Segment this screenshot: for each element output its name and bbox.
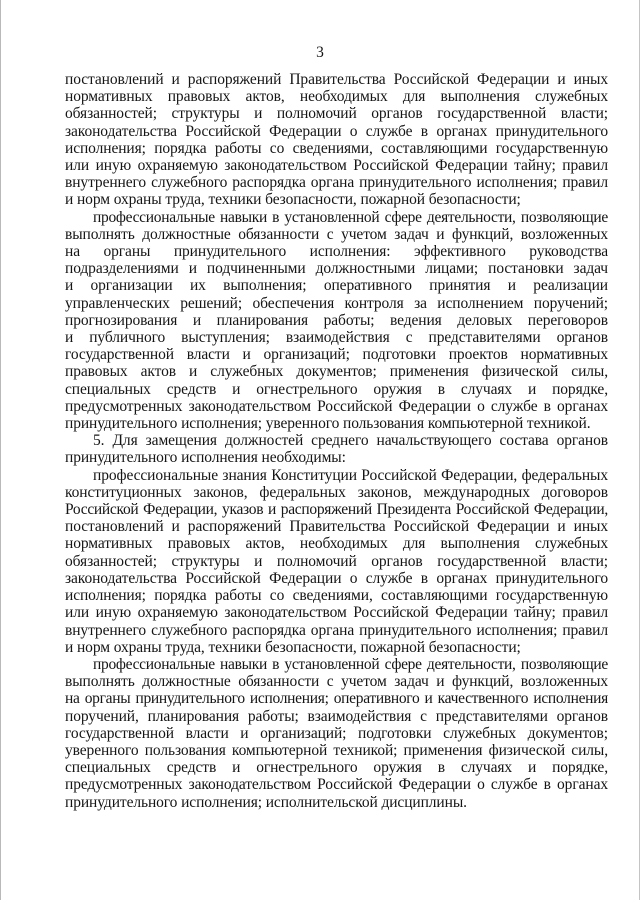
text-line: уверенного пользования компьютерной техникой; применения физической силы, (65, 741, 608, 759)
text-line: законодательства Российской Федерации о службе в органах принудительного (65, 122, 608, 140)
paragraph (65, 209, 608, 433)
text-line: и норм охраны труда, техники безопасности, пожарной безопасности; (65, 638, 521, 656)
paragraph (65, 656, 608, 811)
text-line: 5. Для замещения должностей среднего начальствующего состава органов (93, 432, 608, 450)
text-line: принудительного исполнения; уверенного пользования компьютерной техникой. (65, 415, 591, 433)
text-line: исполнения; порядка работы со сведениями, составляющими государственную (65, 139, 608, 157)
text-line: выполнять должностные обязанности с учетом задач и функций, возложенных (65, 225, 608, 243)
text-line: и публичного выступления; взаимодействия с представителями органов (65, 329, 608, 347)
text-line: обязанностей; структуры и полномочий органов государственной власти; (65, 105, 608, 123)
text-line: специальных средств и огнестрельного оружия в случаях и порядке, (65, 759, 608, 777)
text-line: государственной власти и организаций; подготовки служебных документов; (65, 724, 608, 742)
page-number: 3 (316, 44, 324, 61)
text-line: внутреннего служебного распорядка органа принудительного исполнения; правил (65, 174, 608, 192)
text-line: и организации их выполнения; оперативного принятия и реализации (65, 277, 608, 295)
text-line: государственной власти и организаций; подготовки проектов нормативных (65, 346, 608, 364)
text-line: выполнять должностные обязанности с учетом задач и функций, возложенных (65, 673, 608, 691)
text-line: законодательства Российской Федерации о службе в органах принудительного (65, 569, 608, 587)
text-line: постановлений и распоряжений Правительства Российской Федерации и иных (65, 518, 608, 536)
text-line: профессиональные навыки в установленной сфере деятельности, позволяющие (93, 655, 608, 673)
text-line: профессиональные навыки в установленной сфере деятельности, позволяющие (93, 208, 608, 226)
text-line: подразделениями и подчиненными должностными лицами; постановки задач (65, 260, 608, 278)
text-line: профессиональные знания Конституции Российской Федерации, федеральных (93, 466, 608, 484)
text-line: или иную охраняемую законодательством Российской Федерации тайну; правил (65, 604, 608, 622)
text-line: внутреннего служебного распорядка органа принудительного исполнения; правил (65, 621, 608, 639)
text-line: специальных средств и огнестрельного оружия в случаях и порядке, (65, 380, 608, 398)
paragraph (65, 71, 608, 209)
text-line: постановлений и распоряжений Правительства Российской Федерации и иных (65, 71, 608, 88)
document-body (65, 71, 608, 811)
text-line: на органы принудительного исполнения: эффективного руководства (65, 243, 608, 261)
text-line: принудительного исполнения необходимы: (65, 449, 346, 467)
text-line: поручений, планирования работы; взаимодействия с представителями органов (65, 707, 608, 725)
text-line: нормативных правовых актов, необходимых для выполнения служебных (65, 88, 608, 106)
paragraph (65, 432, 608, 466)
text-line: на органы принудительного исполнения; оперативного и качественного исполнения (65, 690, 608, 708)
text-line: Российской Федерации, указов и распоряжений Президента Российской Федерации, (65, 501, 608, 519)
text-line: или иную охраняемую законодательством Российской Федерации тайну; правил (65, 157, 608, 175)
text-line: и норм охраны труда, техники безопасности, пожарной безопасности; (65, 191, 521, 209)
text-line: исполнения; порядка работы со сведениями, составляющими государственную (65, 587, 608, 605)
text-line: управленческих решений; обеспечения контроля за исполнением поручений; (65, 294, 608, 312)
text-line: предусмотренных законодательством Российской Федерации о службе в органах (65, 776, 608, 794)
text-line: нормативных правовых актов, необходимых для выполнения служебных (65, 535, 608, 553)
text-line: конституционных законов, федеральных законов, международных договоров (65, 483, 608, 501)
text-line: обязанностей; структуры и полномочий органов государственной власти; (65, 552, 608, 570)
text-line: предусмотренных законодательством Российской Федерации о службе в органах (65, 397, 608, 415)
paragraph (65, 467, 608, 656)
text-line: прогнозирования и планирования работы; ведения деловых переговоров (65, 311, 608, 329)
text-line: правовых актов и служебных документов; применения физической силы, (65, 363, 608, 381)
text-line: принудительного исполнения; исполнительской дисциплины. (65, 793, 467, 811)
